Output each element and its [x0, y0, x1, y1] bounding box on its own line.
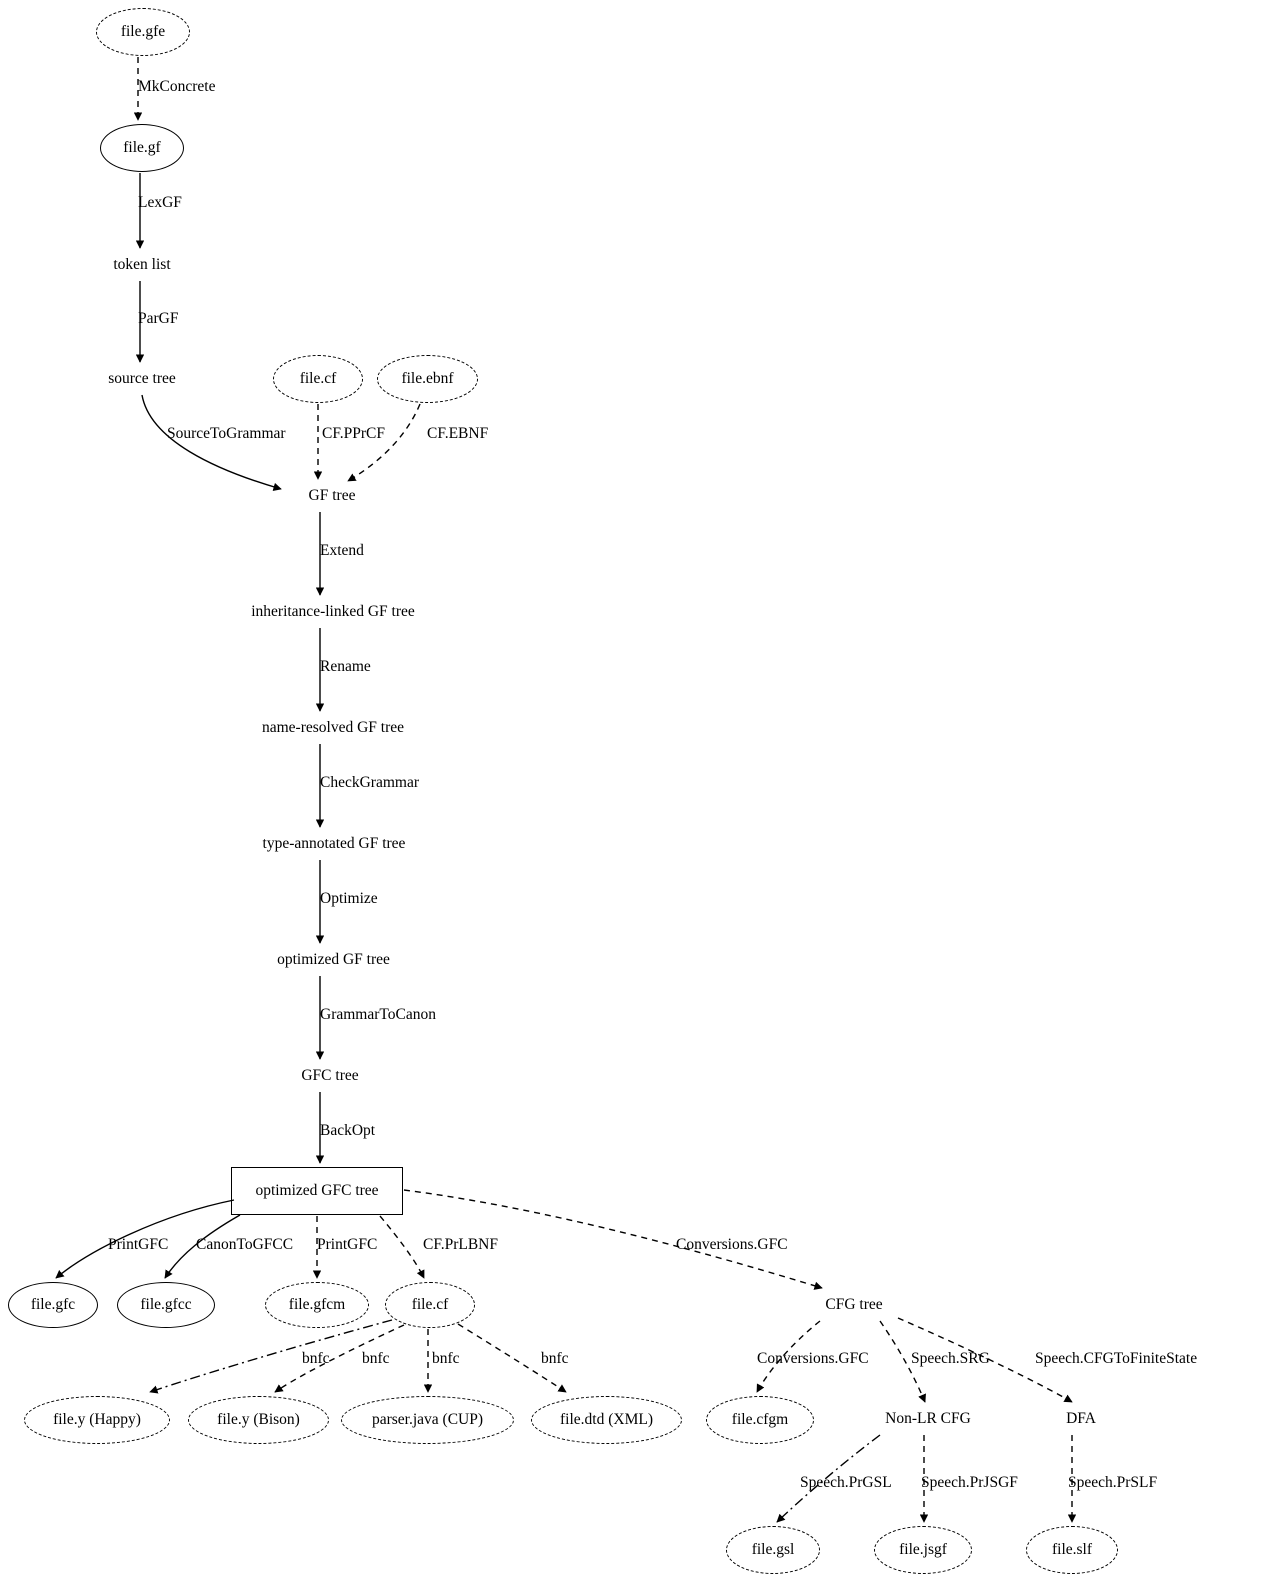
node-label: token list [113, 256, 171, 274]
edge-label-printgfc-1: PrintGFC [108, 1236, 169, 1253]
node-label: file.gf [123, 139, 161, 157]
node-label: GF tree [308, 487, 356, 505]
node-name-resolved-gf-tree [223, 715, 443, 741]
edge-label-sourcetogrammar: SourceToGrammar [167, 425, 286, 442]
node-source-tree [82, 366, 202, 392]
node-optimized-gfc-tree[interactable] [231, 1167, 403, 1215]
node-label: file.gsl [751, 1541, 795, 1559]
edge-label-rename: Rename [320, 658, 371, 675]
node-label: GFC tree [301, 1067, 359, 1085]
node-type-annotated-gf-tree [224, 831, 444, 857]
node-label: parser.java (CUP) [371, 1411, 484, 1429]
node-label: file.cf [299, 370, 337, 388]
edge-label-checkgrammar: CheckGrammar [320, 774, 419, 791]
node-file-cfgm[interactable] [706, 1396, 814, 1444]
edge-label-speech-prgsl: Speech.PrGSL [800, 1474, 892, 1491]
node-file-cf-mid[interactable] [385, 1282, 475, 1328]
node-parser-java-cup[interactable] [341, 1396, 514, 1444]
node-label: file.cfgm [731, 1411, 789, 1429]
node-label: file.gfc [30, 1296, 76, 1314]
node-label: file.slf [1051, 1541, 1093, 1559]
edge-label-bnfc-4: bnfc [541, 1350, 569, 1367]
node-file-y-happy[interactable] [24, 1396, 170, 1444]
edge-label-speech-cfgtofinitestate: Speech.CFGToFiniteState [1035, 1350, 1198, 1367]
node-gf-tree [283, 483, 381, 509]
node-label: Non-LR CFG [885, 1410, 971, 1428]
node-label: file.dtd (XML) [560, 1411, 653, 1429]
node-label: file.gfcc [140, 1296, 192, 1314]
node-token-list [85, 252, 199, 278]
node-non-lr-cfg [863, 1406, 993, 1432]
node-label: optimized GF tree [277, 951, 390, 969]
edge-label-conversions-gfc-1: Conversions.GFC [676, 1236, 788, 1253]
edge-label-grammartocanon: GrammarToCanon [320, 1006, 436, 1023]
node-inheritance-linked-gf-tree [211, 599, 455, 625]
edge-label-bnfc-2: bnfc [362, 1350, 390, 1367]
node-label: name-resolved GF tree [261, 719, 405, 737]
node-label: inheritance-linked GF tree [251, 603, 415, 621]
node-file-gfc[interactable] [8, 1282, 98, 1328]
node-cfg-tree [800, 1292, 908, 1318]
edge-label-speech-prslf: Speech.PrSLF [1068, 1474, 1158, 1491]
node-label: file.cf [411, 1296, 449, 1314]
edge-label-bnfc-3: bnfc [432, 1350, 460, 1367]
edge-label-cf-pprcf: CF.PPrCF [322, 425, 385, 442]
node-file-y-bison[interactable] [188, 1396, 329, 1444]
node-label: optimized GFC tree [255, 1182, 379, 1200]
node-file-dtd-xml[interactable] [531, 1396, 682, 1444]
node-optimized-gf-tree [245, 947, 422, 973]
node-file-jsgf[interactable] [874, 1526, 972, 1574]
node-gfc-tree [275, 1063, 385, 1089]
node-label: file.y (Bison) [217, 1411, 300, 1429]
node-label: file.jsgf [899, 1541, 947, 1559]
edge-label-speech-prjsgf: Speech.PrJSGF [921, 1474, 1018, 1491]
node-file-cf-top[interactable] [273, 355, 363, 403]
node-file-gsl[interactable] [726, 1526, 820, 1574]
node-file-ebnf[interactable] [377, 355, 478, 403]
edge-label-canontogfcc: CanonToGFCC [196, 1236, 294, 1253]
node-label: file.ebnf [401, 370, 454, 388]
node-label: type-annotated GF tree [262, 835, 406, 853]
node-file-gfe[interactable] [96, 8, 190, 56]
edge-label-optimize: Optimize [320, 890, 378, 907]
node-label: file.gfcm [288, 1296, 346, 1314]
node-file-gf[interactable] [100, 124, 184, 172]
edge-label-printgfc-2: PrintGFC [317, 1236, 378, 1253]
node-label: file.gfe [120, 23, 166, 41]
edge-label-pargf: ParGF [138, 310, 179, 327]
node-label: file.y (Happy) [53, 1411, 141, 1429]
node-label: CFG tree [825, 1296, 883, 1314]
node-file-gfcm[interactable] [265, 1282, 369, 1328]
edge-label-cf-prlbnf: CF.PrLBNF [423, 1236, 498, 1253]
node-file-slf[interactable] [1026, 1526, 1118, 1574]
edge-label-mkconcrete: MkConcrete [138, 78, 216, 95]
node-label: source tree [108, 370, 176, 388]
edge-label-cf-ebnf: CF.EBNF [427, 425, 489, 442]
edge-label-speech-srg: Speech.SRG [911, 1350, 990, 1367]
node-label: DFA [1066, 1410, 1096, 1428]
edge-label-extend: Extend [320, 542, 364, 559]
edge-label-bnfc-1: bnfc [302, 1350, 330, 1367]
edge-label-lexgf: LexGF [138, 194, 182, 211]
edge-label-conversions-gfc-2: Conversions.GFC [757, 1350, 869, 1367]
edge-label-backopt: BackOpt [320, 1122, 376, 1139]
node-dfa [1051, 1406, 1111, 1432]
node-file-gfcc[interactable] [117, 1282, 215, 1328]
